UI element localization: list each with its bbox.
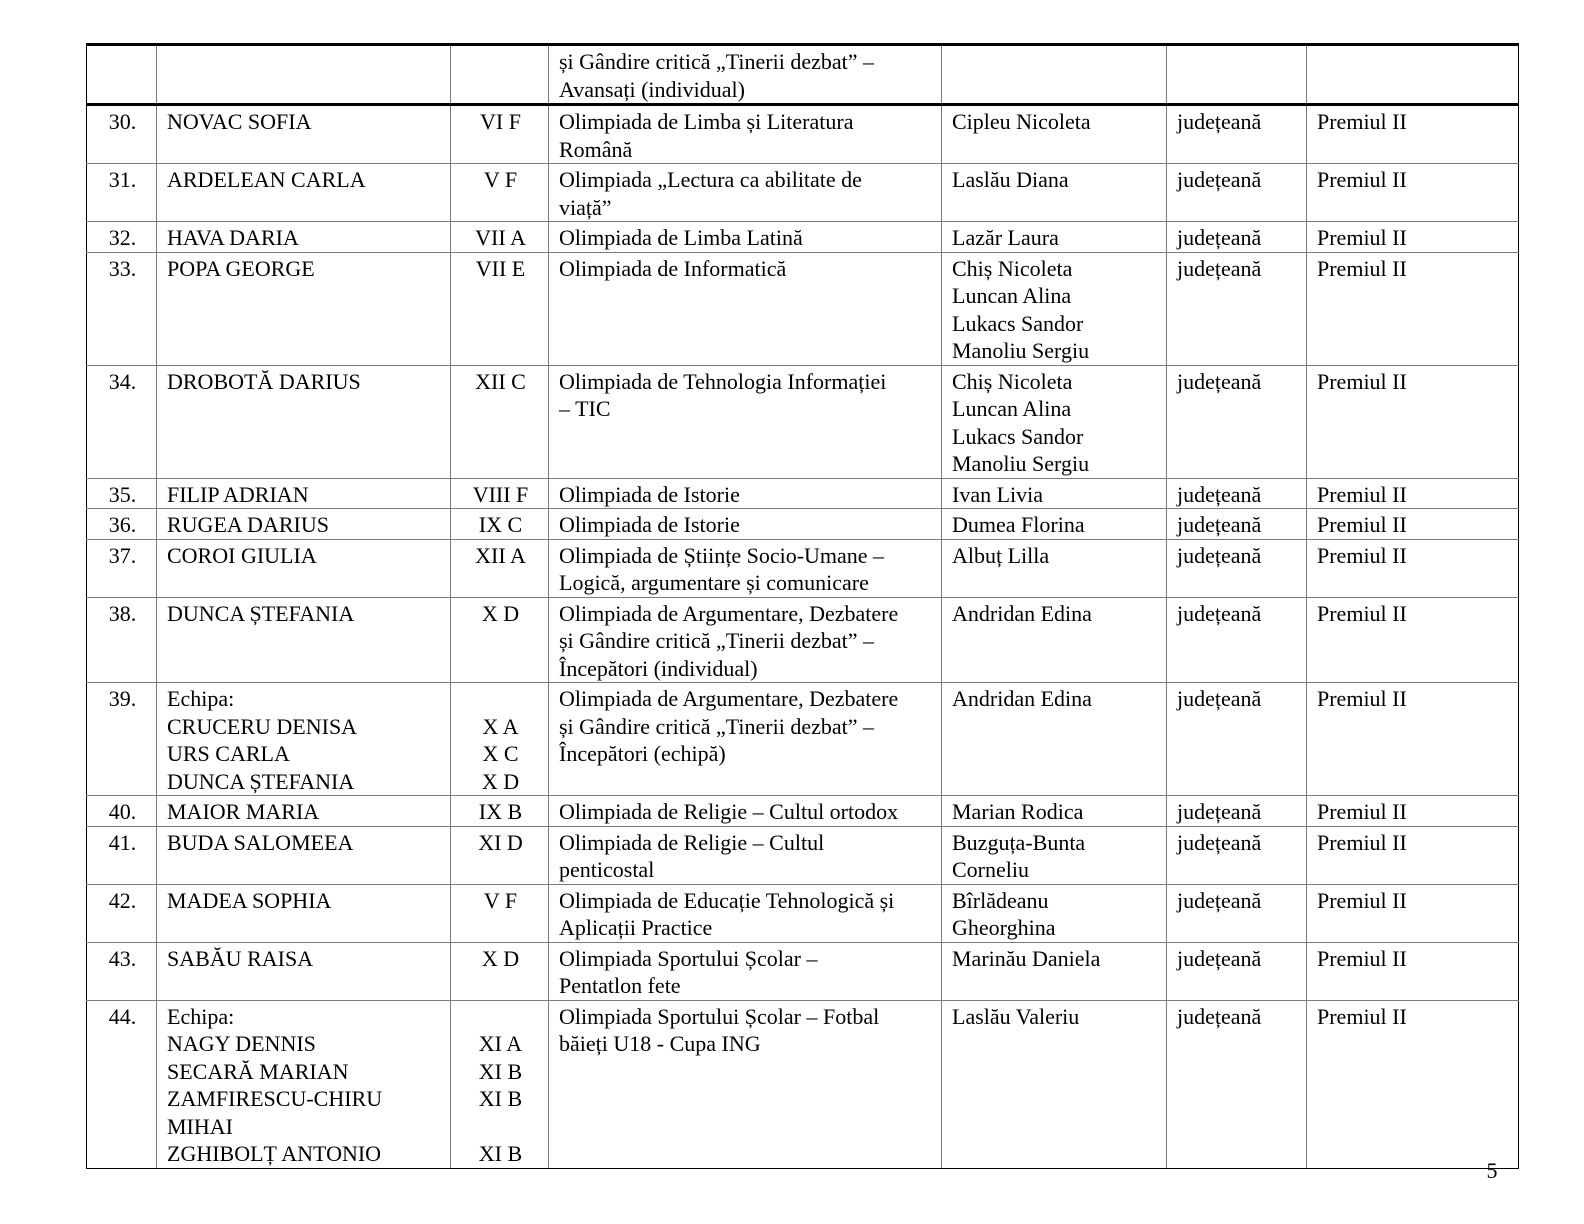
table-row (87, 884, 1519, 942)
prize-cell: Premiul II (1307, 222, 1519, 253)
competition-cell: și Gândire critică „Tinerii dezbat” – Avansați (individual) (549, 45, 942, 105)
student-name-cell: DROBOTĂ DARIUS (157, 365, 451, 478)
prize-cell: Premiul II (1307, 105, 1519, 164)
class-cell: XII C (451, 365, 549, 478)
teacher-cell: Albuț Lilla (942, 539, 1167, 597)
table-row (87, 796, 1519, 827)
competition-cell: Olimpiada de Istorie (549, 509, 942, 540)
teacher-cell: Cipleu Nicoleta (942, 105, 1167, 164)
row-number-cell: 33. (87, 252, 157, 365)
student-name-cell: COROI GIULIA (157, 539, 451, 597)
table-row (87, 509, 1519, 540)
row-number-cell (87, 45, 157, 105)
student-name-cell: Echipa: CRUCERU DENISA URS CARLA DUNCA ȘTEFANIA (157, 683, 451, 796)
competition-cell: Olimpiada de Argumentare, Dezbatere și Gândire critică „Tinerii dezbat” – Începători (individual) (549, 597, 942, 683)
table-body (87, 45, 1519, 1169)
stage-cell: județeană (1167, 884, 1307, 942)
class-cell: VI F (451, 105, 549, 164)
student-name-cell: Echipa: NAGY DENNIS SECARĂ MARIAN ZAMFIRESCU-CHIRU MIHAI ZGHIBOLȚ ANTONIO (157, 1000, 451, 1168)
table-row (87, 45, 1519, 105)
stage-cell: județeană (1167, 105, 1307, 164)
teacher-cell (942, 45, 1167, 105)
class-cell: IX B (451, 796, 549, 827)
competition-cell: Olimpiada de Religie – Cultul penticostal (549, 826, 942, 884)
competition-cell: Olimpiada de Limba și Literatura Română (549, 105, 942, 164)
competition-cell: Olimpiada Sportului Școlar – Fotbal băieți U18 - Cupa ING (549, 1000, 942, 1168)
student-name-cell: RUGEA DARIUS (157, 509, 451, 540)
student-name-cell: SABĂU RAISA (157, 942, 451, 1000)
teacher-cell: Chiș Nicoleta Luncan Alina Lukacs Sandor Manoliu Sergiu (942, 365, 1167, 478)
stage-cell: județeană (1167, 222, 1307, 253)
stage-cell: județeană (1167, 1000, 1307, 1168)
teacher-cell: Marian Rodica (942, 796, 1167, 827)
teacher-cell: Andridan Edina (942, 597, 1167, 683)
competition-cell: Olimpiada de Limba Latină (549, 222, 942, 253)
row-number-cell: 42. (87, 884, 157, 942)
student-name-cell: DUNCA ȘTEFANIA (157, 597, 451, 683)
prize-cell: Premiul II (1307, 796, 1519, 827)
table-row (87, 826, 1519, 884)
row-number-cell: 32. (87, 222, 157, 253)
row-number-cell: 34. (87, 365, 157, 478)
competition-cell: Olimpiada „Lectura ca abilitate de viață” (549, 164, 942, 222)
stage-cell: județeană (1167, 796, 1307, 827)
row-number-cell: 44. (87, 1000, 157, 1168)
table-row (87, 164, 1519, 222)
prize-cell (1307, 45, 1519, 105)
table-row (87, 252, 1519, 365)
table-row (87, 683, 1519, 796)
student-name-cell: FILIP ADRIAN (157, 478, 451, 509)
student-name-cell: ARDELEAN CARLA (157, 164, 451, 222)
prize-cell: Premiul II (1307, 942, 1519, 1000)
student-name-cell: NOVAC SOFIA (157, 105, 451, 164)
table-row (87, 942, 1519, 1000)
table-row (87, 105, 1519, 164)
student-name-cell: MAIOR MARIA (157, 796, 451, 827)
teacher-cell: Dumea Florina (942, 509, 1167, 540)
row-number-cell: 39. (87, 683, 157, 796)
class-cell: VII E (451, 252, 549, 365)
prize-cell: Premiul II (1307, 683, 1519, 796)
stage-cell (1167, 45, 1307, 105)
competition-cell: Olimpiada de Științe Socio-Umane – Logică, argumentare și comunicare (549, 539, 942, 597)
class-cell: XI D (451, 826, 549, 884)
stage-cell: județeană (1167, 683, 1307, 796)
table-row (87, 478, 1519, 509)
student-name-cell: MADEA SOPHIA (157, 884, 451, 942)
stage-cell: județeană (1167, 942, 1307, 1000)
student-name-cell: HAVA DARIA (157, 222, 451, 253)
competition-cell: Olimpiada de Argumentare, Dezbatere și Gândire critică „Tinerii dezbat” – Începători (echipă) (549, 683, 942, 796)
class-cell (451, 45, 549, 105)
stage-cell: județeană (1167, 826, 1307, 884)
row-number-cell: 36. (87, 509, 157, 540)
stage-cell: județeană (1167, 478, 1307, 509)
row-number-cell: 31. (87, 164, 157, 222)
row-number-cell: 40. (87, 796, 157, 827)
class-cell: X A X C X D (451, 683, 549, 796)
student-name-cell: BUDA SALOMEEA (157, 826, 451, 884)
prize-cell: Premiul II (1307, 164, 1519, 222)
prize-cell: Premiul II (1307, 252, 1519, 365)
competition-cell: Olimpiada de Educație Tehnologică și Aplicații Practice (549, 884, 942, 942)
table-row (87, 1000, 1519, 1168)
table-row (87, 222, 1519, 253)
prize-cell: Premiul II (1307, 597, 1519, 683)
teacher-cell: Laslău Valeriu (942, 1000, 1167, 1168)
stage-cell: județeană (1167, 597, 1307, 683)
table-row (87, 597, 1519, 683)
class-cell: XII A (451, 539, 549, 597)
table-row (87, 365, 1519, 478)
class-cell: X D (451, 942, 549, 1000)
teacher-cell: Buzguța-Bunta Corneliu (942, 826, 1167, 884)
teacher-cell: Ivan Livia (942, 478, 1167, 509)
competition-cell: Olimpiada de Religie – Cultul ortodox (549, 796, 942, 827)
teacher-cell: Lazăr Laura (942, 222, 1167, 253)
class-cell: V F (451, 884, 549, 942)
class-cell: IX C (451, 509, 549, 540)
teacher-cell: Bîrlădeanu Gheorghina (942, 884, 1167, 942)
teacher-cell: Marinău Daniela (942, 942, 1167, 1000)
class-cell: VIII F (451, 478, 549, 509)
stage-cell: județeană (1167, 539, 1307, 597)
stage-cell: județeană (1167, 365, 1307, 478)
competition-cell: Olimpiada de Informatică (549, 252, 942, 365)
row-number-cell: 43. (87, 942, 157, 1000)
row-number-cell: 30. (87, 105, 157, 164)
prize-cell: Premiul II (1307, 826, 1519, 884)
row-number-cell: 35. (87, 478, 157, 509)
prize-cell: Premiul II (1307, 478, 1519, 509)
stage-cell: județeană (1167, 509, 1307, 540)
teacher-cell: Chiș Nicoleta Luncan Alina Lukacs Sandor Manoliu Sergiu (942, 252, 1167, 365)
class-cell: X D (451, 597, 549, 683)
prize-cell: Premiul II (1307, 365, 1519, 478)
row-number-cell: 37. (87, 539, 157, 597)
competition-cell: Olimpiada Sportului Școlar – Pentatlon fete (549, 942, 942, 1000)
competition-cell: Olimpiada de Tehnologia Informației – TIC (549, 365, 942, 478)
stage-cell: județeană (1167, 164, 1307, 222)
competition-cell: Olimpiada de Istorie (549, 478, 942, 509)
row-number-cell: 41. (87, 826, 157, 884)
row-number-cell: 38. (87, 597, 157, 683)
student-name-cell (157, 45, 451, 105)
class-cell: V F (451, 164, 549, 222)
table-row (87, 539, 1519, 597)
teacher-cell: Laslău Diana (942, 164, 1167, 222)
teacher-cell: Andridan Edina (942, 683, 1167, 796)
prize-cell: Premiul II (1307, 884, 1519, 942)
prize-cell: Premiul II (1307, 1000, 1519, 1168)
class-cell: VII A (451, 222, 549, 253)
page-number: 5 (1486, 1158, 1498, 1183)
student-name-cell: POPA GEORGE (157, 252, 451, 365)
prize-cell: Premiul II (1307, 539, 1519, 597)
class-cell: XI A XI B XI B XI B (451, 1000, 549, 1168)
awards-table (86, 43, 1519, 1169)
prize-cell: Premiul II (1307, 509, 1519, 540)
stage-cell: județeană (1167, 252, 1307, 365)
